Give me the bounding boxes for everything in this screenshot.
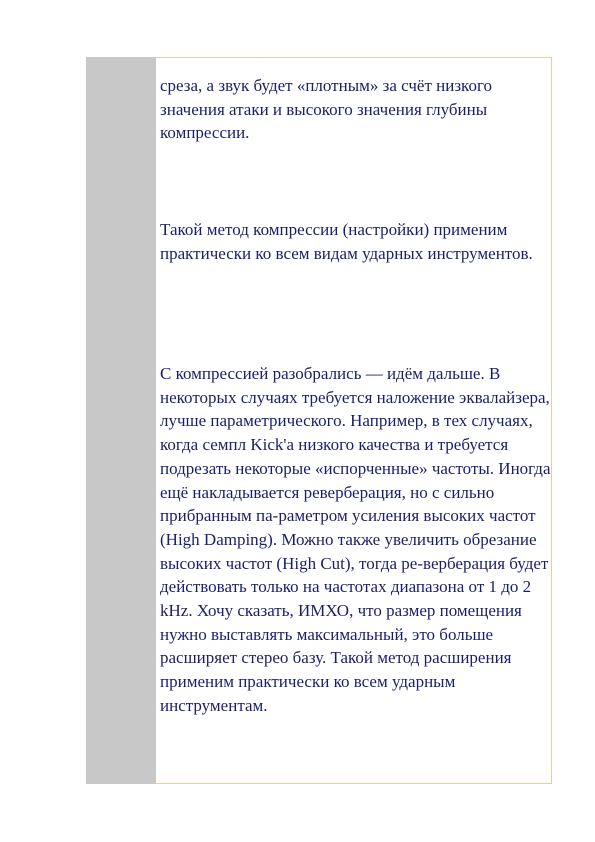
gray-sidebar-band: [86, 57, 156, 784]
text-panel: [156, 57, 552, 784]
paragraph-compression-result: среза, а звук будет «плотным» за счёт низкого значения атаки и высокого значения глубины компрессии.: [160, 76, 492, 143]
paragraph-eq-reverb: С компрессией разобрались — идём дальше. В некоторых случаях требуется наложение эквалайзера, лучше параметрического. Например, в тех случаях, когда семпл Kick'a низкого качества и требуется подрезать некоторые «испорченные» частоты. Иногда ещё накладывается реверберация, но с сильно прибранным па-раметром усиления высоких частот (High Damping). Можно также увеличить обрезание высоких частот (High Cut), тогда ре-верберация будет действовать только на частотах диапазона от 1 до 2 kHz. Хочу сказать, ИМХО, что размер помещения нужно выставлять максимальный, это больше расширяет стерео базу. Такой метод расширения применим практически ко всем ударным инструментам.: [160, 364, 551, 715]
paragraph-compression-method: Такой метод компрессии (настройки) применим практически ко всем видам ударных инструментов.: [160, 220, 533, 263]
